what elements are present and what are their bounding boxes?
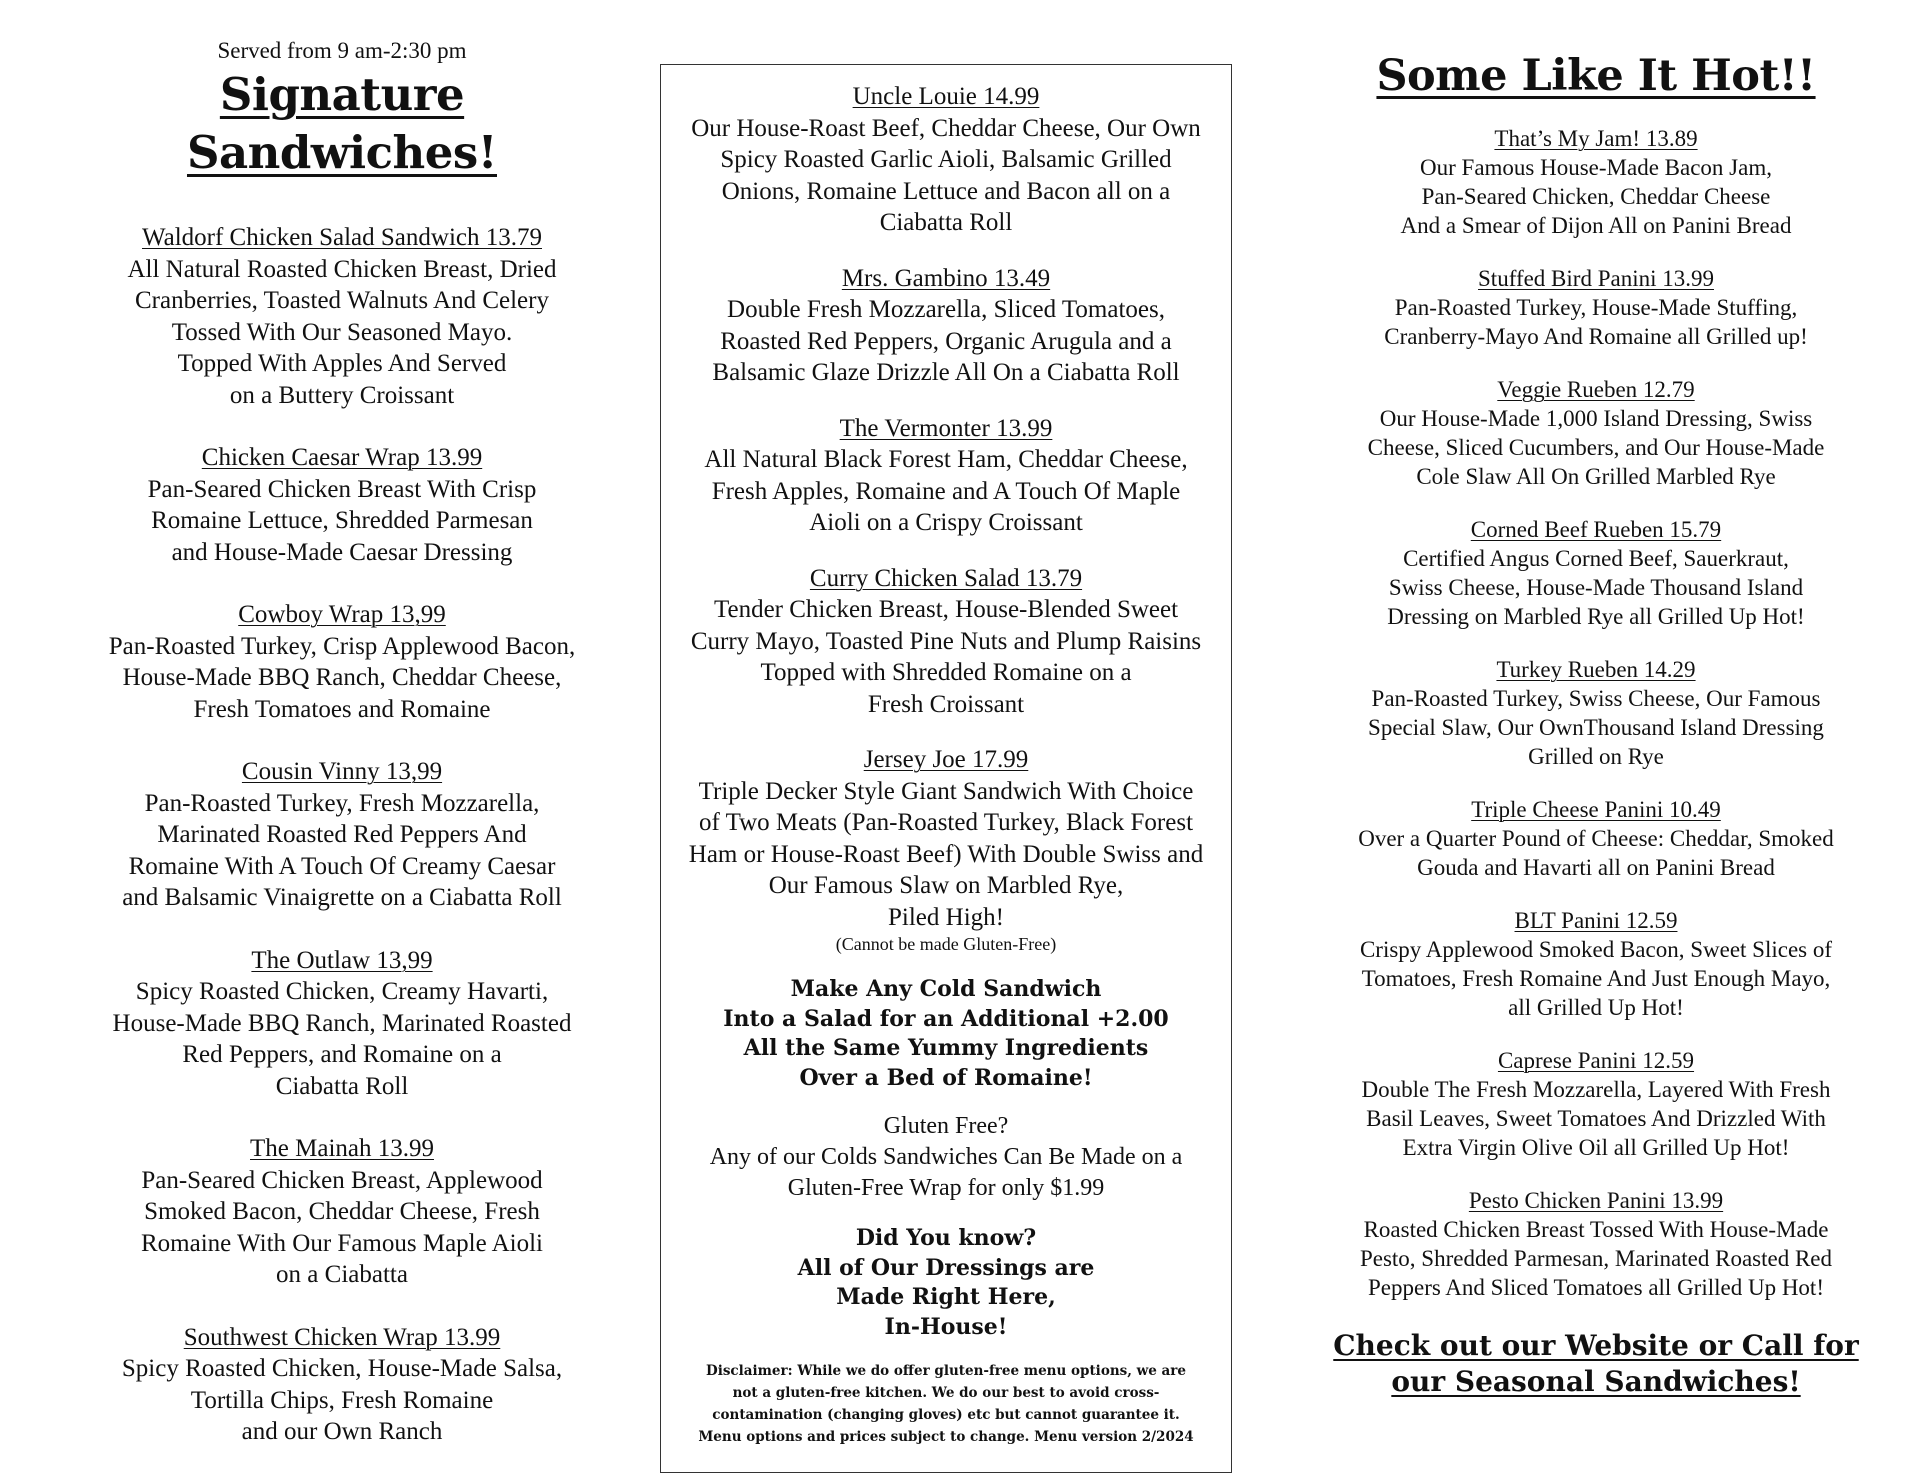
menu-item [661, 563, 1231, 721]
menu-item-description: Spicy Roasted Chicken, House-Made Salsa, Tortilla Chips, Fresh Romaine and our Own Ranch [121, 1355, 563, 1445]
menu-item-description: Spicy Roasted Chicken, Creamy Havarti, House-Made BBQ Ranch, Marinated Roasted Red Peppers, and Romaine on a Ciabatta Roll [112, 978, 572, 1100]
menu-item [1320, 655, 1872, 771]
menu-item-description: Crispy Applewood Smoked Bacon, Sweet Slices of Tomatoes, Fresh Romaine And Just Enough Mayo, all Grilled Up Hot! [1359, 937, 1833, 1020]
menu-item-description: Double Fresh Mozzarella, Sliced Tomatoes, Roasted Red Peppers, Organic Arugula and a Balsamic Glaze Drizzle All On a Ciabatta Roll [712, 296, 1180, 386]
menu-item [1320, 906, 1872, 1022]
menu-item-description: Tender Chicken Breast, House-Blended Sweet Curry Mayo, Toasted Pine Nuts and Plump Raisins Topped with Shredded Romaine on a Fresh Croissant [690, 596, 1202, 718]
menu-item [82, 1322, 602, 1448]
menu-item-title: Turkey Rueben 14.29 [1496, 657, 1696, 682]
menu-item [1320, 515, 1872, 631]
menu-item-description: Our Famous House-Made Bacon Jam, Pan-Seared Chicken, Cheddar Cheese And a Smear of Dijon All on Panini Bread [1400, 155, 1792, 238]
menu-item-title: Cousin Vinny 13,99 [241, 758, 443, 785]
menu-item [1320, 264, 1872, 351]
salad-upgrade-note: Make Any Cold Sandwich Into a Salad for an Additional +2.00 All the Same Yummy Ingredients Over a Bed of Romaine! [723, 976, 1169, 1091]
menu-item-title: Chicken Caesar Wrap 13.99 [201, 444, 483, 471]
menu-item-description: All Natural Roasted Chicken Breast, Dried Cranberries, Toasted Walnuts And Celery Tossed With Our Seasoned Mayo. Topped With Apples And Served on a Buttery Croissant [127, 255, 557, 409]
menu-item-title: The Vermonter 13.99 [839, 414, 1053, 442]
menu-item-title: Veggie Rueben 12.79 [1497, 377, 1695, 402]
menu-item-description: Pan-Roasted Turkey, Fresh Mozzarella, Marinated Roasted Red Peppers And Romaine With A Touch Of Creamy Caesar and Balsamic Vinaigrette on a Ciabatta Roll [122, 789, 562, 911]
hot-sandwiches-column [1320, 48, 1872, 1400]
serving-hours: Served from 9 am-2:30 pm [217, 38, 467, 63]
menu-item-title: Triple Cheese Panini 10.49 [1471, 797, 1721, 822]
cold-sandwiches-box [660, 64, 1232, 1473]
menu-item [1320, 795, 1872, 882]
menu-item [1320, 1186, 1872, 1302]
menu-item [82, 1133, 602, 1291]
menu-item-description: Triple Decker Style Giant Sandwich With Choice of Two Meats (Pan-Roasted Turkey, Black Forest Ham or House-Roast Beef) With Double Swiss and Our Famous Slaw on Marbled Rye, Piled High! [688, 777, 1204, 931]
gluten-free-wrap-note: Gluten Free? Any of our Colds Sandwiches Can Be Made on a Gluten-Free Wrap for only $1.99 [709, 1113, 1183, 1201]
menu-item-description: Certified Angus Corned Beef, Sauerkraut, Swiss Cheese, House-Made Thousand Island Dressing on Marbled Rye all Grilled Up Hot! [1387, 546, 1805, 629]
menu-item-description: Pan-Seared Chicken Breast With Crisp Romaine Lettuce, Shredded Parmesan and House-Made Caesar Dressing [147, 475, 537, 566]
menu-item [1320, 124, 1872, 240]
menu-item [661, 263, 1231, 389]
menu-item-title: Uncle Louie 14.99 [852, 83, 1040, 110]
menu-item-title: Southwest Chicken Wrap 13.99 [183, 1323, 501, 1351]
menu-item [1320, 375, 1872, 491]
menu-item-title: Curry Chicken Salad 13.79 [809, 564, 1083, 592]
signature-sandwiches-heading: Signature Sandwiches! [186, 68, 497, 179]
menu-item-title: Corned Beef Rueben 15.79 [1470, 517, 1722, 542]
menu-item-title: Mrs. Gambino 13.49 [841, 264, 1051, 292]
menu-item-title: Waldorf Chicken Salad Sandwich 13.79 [142, 224, 542, 251]
menu-item [1320, 1046, 1872, 1162]
menu-item [82, 222, 602, 411]
some-like-it-hot-heading: Some Like It Hot!! [1376, 51, 1816, 101]
seasonal-sandwiches-note: Check out our Website or Call for our Seasonal Sandwiches! [1333, 1329, 1859, 1398]
menu-item [82, 442, 602, 568]
menu-item [661, 744, 1231, 955]
menu-item-description: Our House-Roast Beef, Cheddar Cheese, Our Own Spicy Roasted Garlic Aioli, Balsamic Grilled Onions, Romaine Lettuce and Bacon all on a Ciabatta Roll [691, 114, 1201, 236]
menu-item [661, 413, 1231, 539]
menu-item-title: Jersey Joe 17.99 [863, 746, 1029, 773]
dressings-note: Did You know? All of Our Dressings are Made Right Here, In-House! [797, 1225, 1095, 1340]
menu-item-description: Pan-Seared Chicken Breast, Applewood Smoked Bacon, Cheddar Cheese, Fresh Romaine With Our Famous Maple Aioli on a Ciabatta [141, 1166, 543, 1288]
menu-item-description: All Natural Black Forest Ham, Cheddar Cheese, Fresh Apples, Romaine and A Touch Of Maple Aioli on a Crispy Croissant [704, 446, 1188, 536]
menu-item-description: Over a Quarter Pound of Cheese: Cheddar, Smoked Gouda and Havarti all on Panini Bread [1358, 826, 1834, 880]
menu-item-description: Pan-Roasted Turkey, Swiss Cheese, Our Famous Special Slaw, Our OwnThousand Island Dressing Grilled on Rye [1368, 686, 1824, 769]
disclaimer: Disclaimer: While we do offer gluten-free menu options, we are not a gluten-free kitchen. We do our best to avoid cross- contamination (changing gloves) etc but cannot guarantee it. Menu options and prices subject to change. Menu version 2/2024 [698, 1363, 1194, 1445]
menu-item-description: Pan-Roasted Turkey, House-Made Stuffing, Cranberry-Mayo And Romaine all Grilled up! [1384, 295, 1808, 349]
menu-item-title: The Outlaw 13,99 [251, 946, 433, 974]
menu-item-description: Pan-Roasted Turkey, Crisp Applewood Bacon, House-Made BBQ Ranch, Cheddar Cheese, Fresh Tomatoes and Romaine [108, 632, 576, 723]
menu-item-description: Roasted Chicken Breast Tossed With House-Made Pesto, Shredded Parmesan, Marinated Roasted Red Peppers And Sliced Tomatoes all Grilled Up Hot! [1359, 1217, 1833, 1300]
menu-item [82, 599, 602, 725]
menu-item-title: Cowboy Wrap 13,99 [238, 601, 446, 628]
menu-item-description: Double The Fresh Mozzarella, Layered With Fresh Basil Leaves, Sweet Tomatoes And Drizzled With Extra Virgin Olive Oil all Grilled Up Hot! [1361, 1077, 1831, 1160]
menu-item-title: BLT Panini 12.59 [1514, 908, 1678, 933]
menu-item [661, 81, 1231, 239]
menu-item-title: Stuffed Bird Panini 13.99 [1478, 266, 1714, 291]
menu-item-title: That’s My Jam! 13.89 [1494, 126, 1698, 151]
menu-item-title: Caprese Panini 12.59 [1497, 1048, 1695, 1073]
menu-item-description: Our House-Made 1,000 Island Dressing, Swiss Cheese, Sliced Cucumbers, and Our House-Made Cole Slaw All On Grilled Marbled Rye [1367, 406, 1825, 489]
menu-item [82, 756, 602, 914]
gluten-free-exception-note: (Cannot be made Gluten-Free) [835, 934, 1057, 954]
menu-item-title: The Mainah 13.99 [250, 1135, 434, 1162]
menu-item [82, 945, 602, 1103]
menu-item-title: Pesto Chicken Panini 13.99 [1468, 1188, 1724, 1213]
signature-sandwiches-column [82, 36, 602, 1448]
